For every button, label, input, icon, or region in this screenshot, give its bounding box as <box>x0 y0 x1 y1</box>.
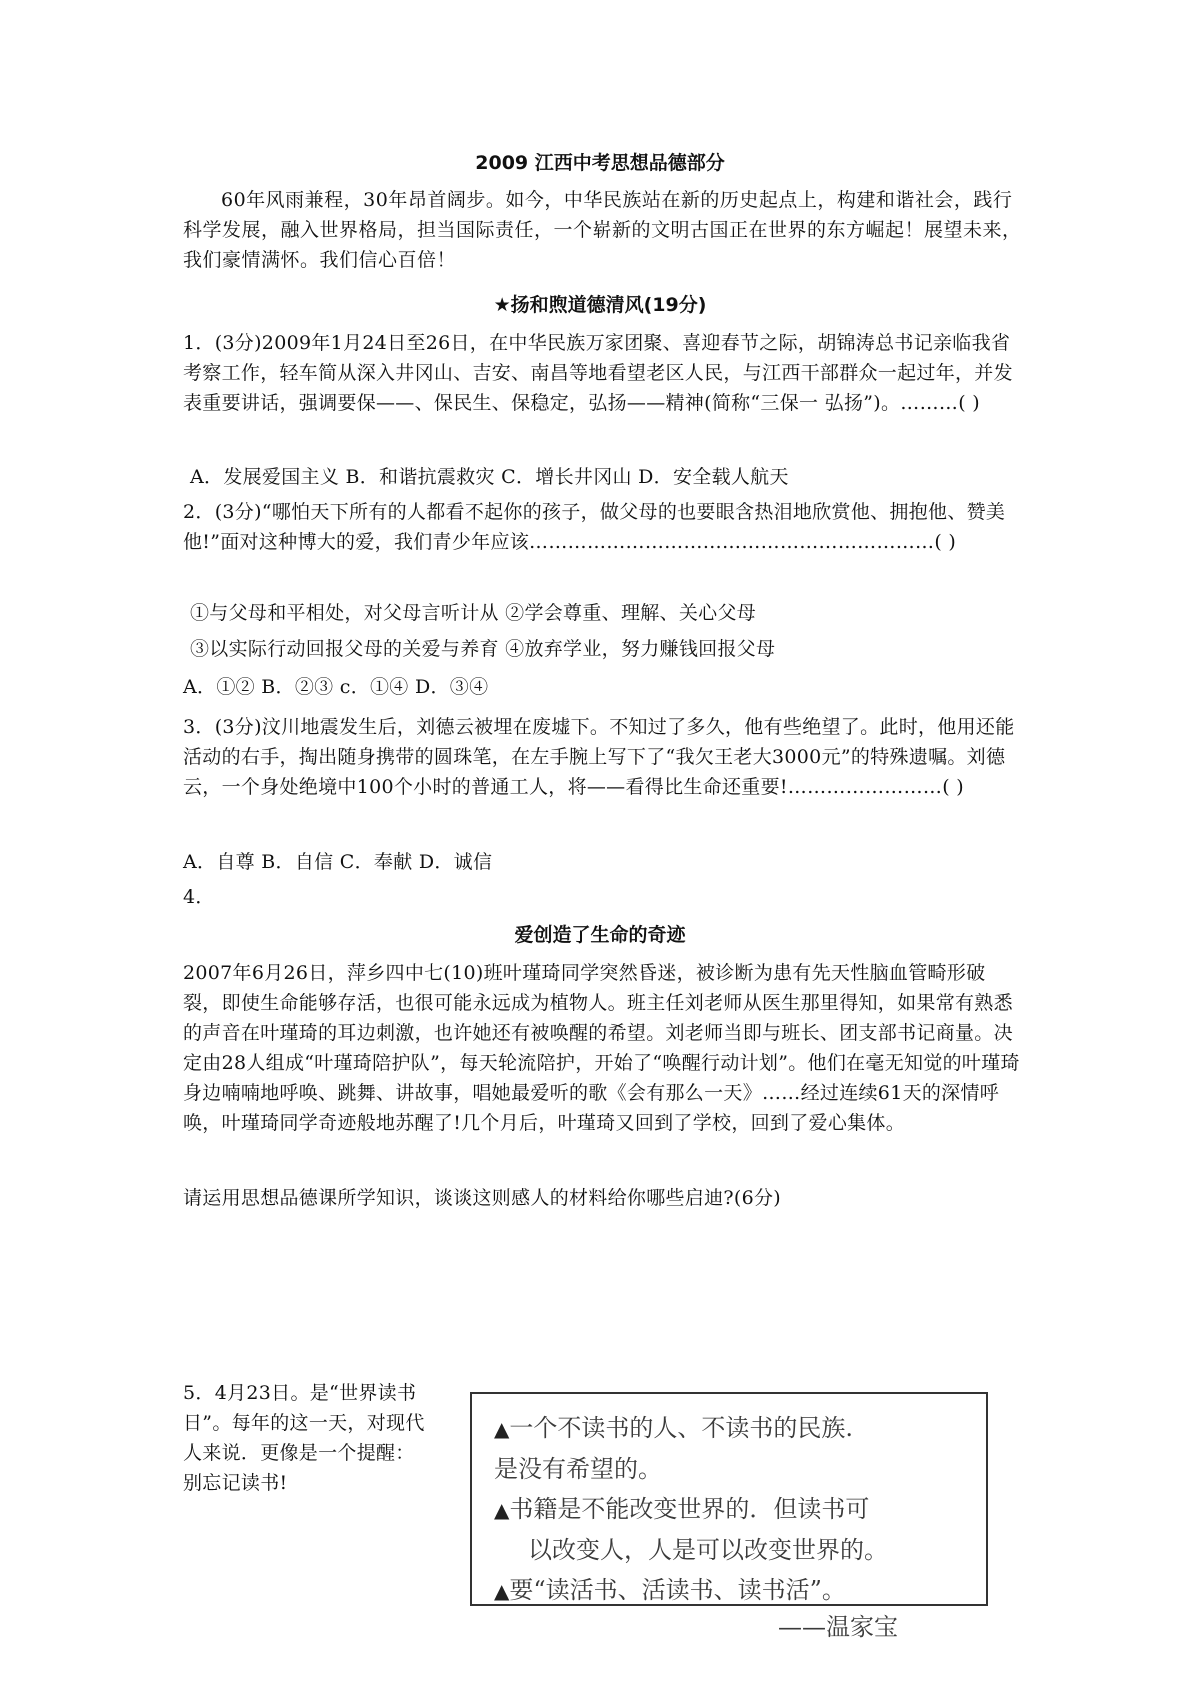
triangle-bullet-icon: ▲ <box>494 1417 510 1441</box>
page-title: 2009 江西中考思想品德部分 <box>475 152 725 174</box>
section-title: ★扬和煦道德清风(19分) <box>493 294 707 316</box>
quote-line-5: ▲要“读活书、活读书、读书活”。 <box>494 1576 846 1604</box>
quote-author: ——温家宝 <box>778 1613 898 1641</box>
quote-box <box>470 1392 988 1641</box>
question-3: 3．(3分)汶川地震发生后，刘德云被埋在废墟下。不知过了多久，他有些绝望了。此时，他用还能活动的右手，掏出随身携带的圆珠笔，在左手腕上写下了“我欠王老大3000元”的特殊遗嘱。刘德云，一个身处绝境中100个小时的普通工人，将——看得比生命还重要!……………………( ) <box>183 716 1015 798</box>
question-1-options: A．发展爱国主义 B．和谐抗震救灾 C．增长井冈山 D．安全载人航天 <box>190 466 789 488</box>
quote-line-4: 以改变人，人是可以改变世界的。 <box>528 1536 888 1564</box>
question-4-prompt: 请运用思想品德课所学知识，谈谈这则感人的材料给你哪些启迪?(6分) <box>183 1187 782 1209</box>
question-5: 5．4月23日。是“世界读书日”。每年的这一天，对现代人来说．更像是一个提醒：别忘记读书! <box>183 1382 425 1494</box>
story-title: 爱创造了生命的奇迹 <box>514 924 686 946</box>
quote-line-2: 是没有希望的。 <box>494 1455 662 1483</box>
question-2: 2．(3分)“哪怕天下所有的人都看不起你的孩子，做父母的也要眼含热泪地欣赏他、拥抱他、赞美他!”面对这种博大的爱，我们青少年应该………………………………………………………( ) <box>183 501 1006 553</box>
question-2-statements-1: ①与父母和平相处，对父母言听计从 ②学会尊重、理解、关心父母 <box>190 602 757 624</box>
triangle-bullet-icon: ▲ <box>494 1498 510 1522</box>
intro-paragraph: 60年风雨兼程，30年昂首阔步。如今，中华民族站在新的历史起点上，构建和谐社会，践行科学发展，融入世界格局，担当国际责任，一个崭新的文明古国正在世界的东方崛起！展望未来，我们豪情满怀。我们信心百倍！ <box>183 189 1022 271</box>
quote-line-1: ▲一个不读书的人、不读书的民族. <box>494 1414 854 1442</box>
question-3-options: A．自尊 B．自信 C．奉献 D．诚信 <box>183 851 493 873</box>
question-4-number: 4． <box>183 886 215 908</box>
triangle-bullet-icon: ▲ <box>494 1579 510 1603</box>
story-paragraph: 2007年6月26日，萍乡四中七(10)班叶瑾琦同学突然昏迷，被诊断为患有先天性脑血管畸形破裂，即使生命能够存活，也很可能永远成为植物人。班主任刘老师从医生那里得知，如果常有熟悉的声音在叶瑾琦的耳边刺激，也许她还有被唤醒的希望。刘老师当即与班长、团支部书记商量。决定由28人组成“叶瑾琦陪护队”，每天轮流陪护，开始了“唤醒行动计划”。他们在毫无知觉的叶瑾琦身边喃喃地呼唤、跳舞、讲故事，唱她最爱听的歌《会有那么一天》……经过连续61天的深情呼唤，叶瑾琦同学奇迹般地苏醒了!几个月后，叶瑾琦又回到了学校，回到了爱心集体。 <box>183 962 1020 1134</box>
quote-line-3: ▲书籍是不能改变世界的．但读书可 <box>494 1495 870 1523</box>
question-2-options: A．①② B．②③ c．①④ D．③④ <box>183 676 489 698</box>
question-1: 1．(3分)2009年1月24日至26日，在中华民族万家团聚、喜迎春节之际，胡锦涛总书记亲临我省考察工作，轻车简从深入井冈山、吉安、南昌等地看望老区人民，与江西干部群众一起过年，并发表重要讲话，强调要保——、保民生、保稳定，弘扬——精神(简称“三保一 弘扬”)。………( ) <box>183 332 1013 414</box>
question-2-statements-2: ③以实际行动回报父母的关爱与养育 ④放弃学业，努力赚钱回报父母 <box>190 638 776 660</box>
